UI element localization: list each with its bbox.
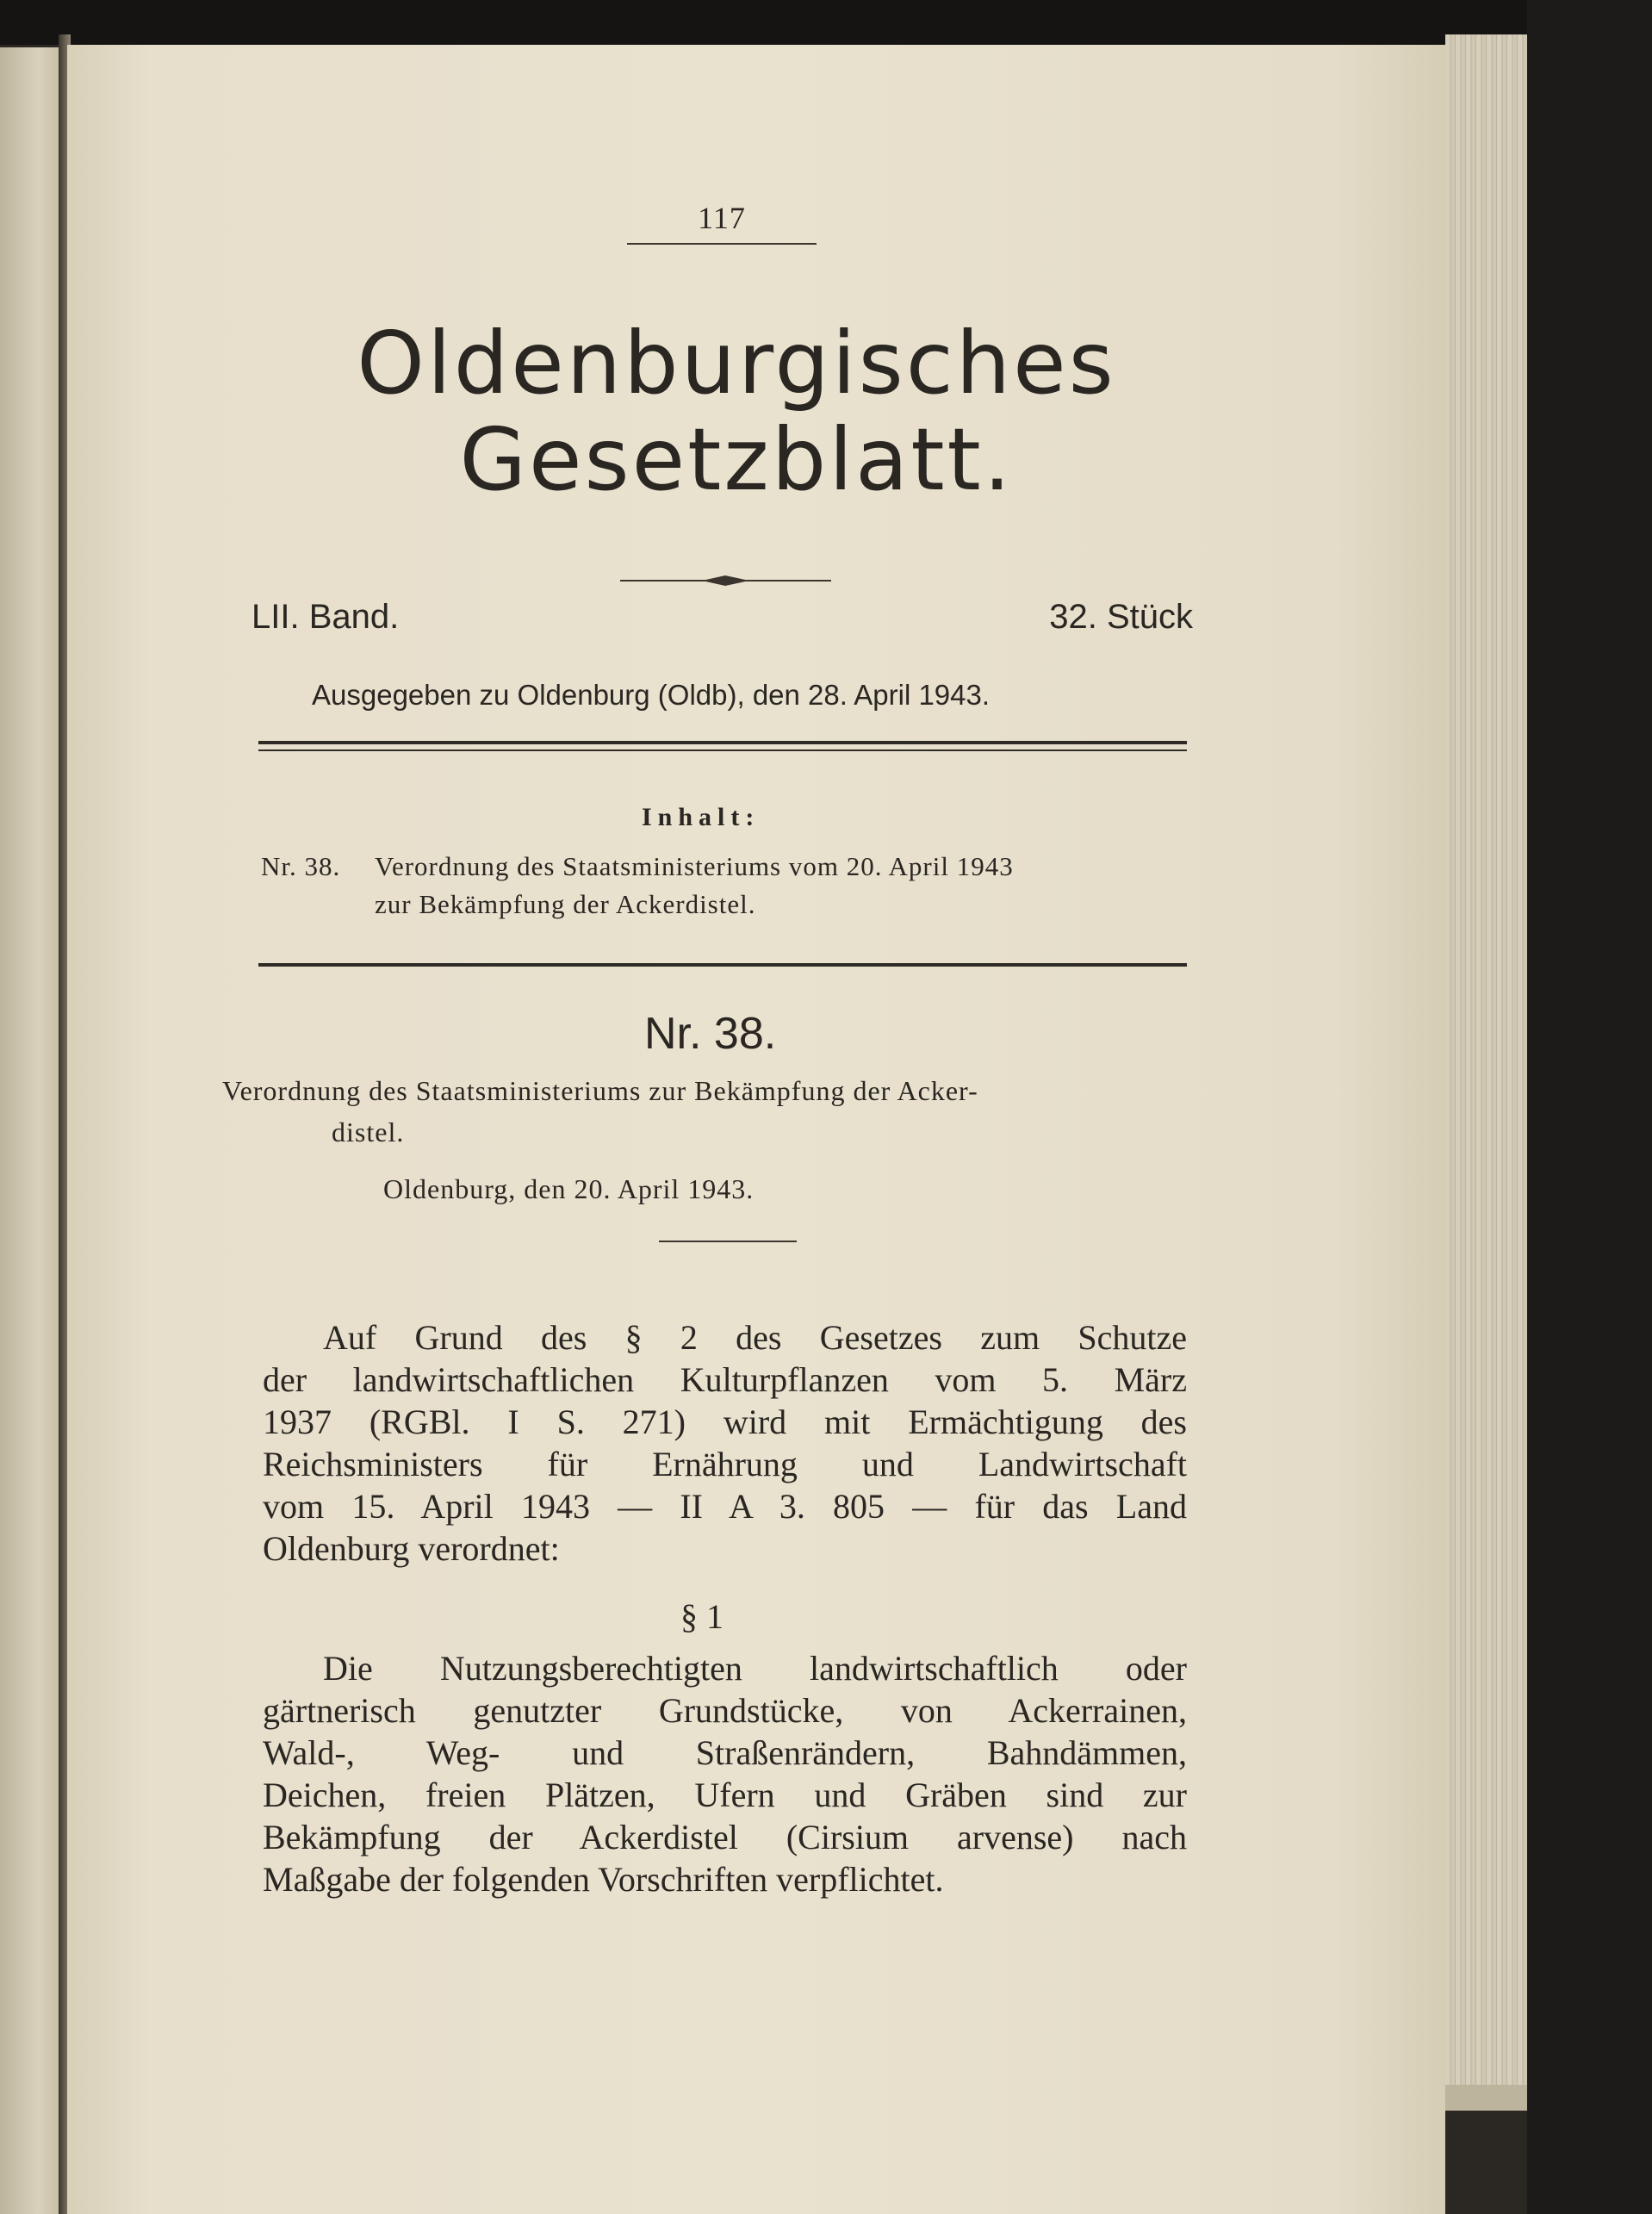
page-number-rule: [627, 243, 817, 245]
contents-entry-number: Nr. 38.: [261, 851, 341, 881]
header-rule-thin: [258, 749, 1187, 751]
section-1-line: Maßgabe der folgenden Vorschriften verpflichtet.: [263, 1860, 944, 1899]
ornament-divider: [620, 572, 831, 589]
section-1-line: Deichen, freien Plätzen, Ufern und Gräben sind zur: [263, 1776, 1187, 1814]
section-1-line: Wald-, Weg- und Straßenrändern, Bahndämmen,: [263, 1733, 1187, 1772]
header-rule-thick: [258, 741, 1187, 744]
section-1-paragraph: [263, 1647, 1187, 1906]
contents-entry-line1: Verordnung des Staatsministeriums vom 20. April 1943: [375, 851, 1014, 881]
preamble-line: 1937 (RGBl. I S. 271) wird mit Ermächtigung des: [263, 1402, 1187, 1441]
preamble-line: Reichsministers für Ernährung und Landwirtschaft: [263, 1445, 1187, 1483]
page-stack-edges: [1445, 34, 1527, 2111]
preamble-line: Oldenburg verordnet:: [263, 1529, 560, 1568]
preamble-line: der landwirtschaftlichen Kulturpflanzen vom 5. März: [263, 1360, 1187, 1399]
page-number: 117: [698, 201, 746, 235]
section-1-line: Bekämpfung der Ackerdistel (Cirsium arvense) nach: [263, 1818, 1187, 1856]
regulation-title-line1: Verordnung des Staatsministeriums zur Bekämpfung der Acker-: [222, 1075, 978, 1106]
preamble-paragraph: [263, 1316, 1187, 1575]
contents-heading: Inhalt:: [642, 803, 761, 831]
preamble-line: vom 15. April 1943 — II A 3. 805 — für das Land: [263, 1487, 1187, 1526]
section-1-line: gärtnerisch genutzter Grundstücke, von Ackerrainen,: [263, 1691, 1187, 1730]
preamble-line: Auf Grund des § 2 des Gesetzes zum Schutze: [323, 1318, 1187, 1357]
book-cover-right: [1527, 0, 1652, 2214]
gazette-title-line2: Gesetzblatt.: [459, 409, 1014, 510]
contents-rule: [258, 963, 1187, 967]
volume-label: LII. Band.: [252, 598, 400, 636]
regulation-date: Oldenburg, den 20. April 1943.: [383, 1173, 755, 1204]
left-page-edge: [0, 47, 65, 2214]
contents-entry-line2: zur Bekämpfung der Ackerdistel.: [375, 889, 756, 919]
book-cover-top: [0, 0, 1652, 45]
section-1-line: Die Nutzungsberechtigten landwirtschaftlich oder: [323, 1649, 1187, 1688]
issue-date-line: Ausgegeben zu Oldenburg (Oldb), den 28. April 1943.: [312, 679, 991, 711]
regulation-title-line2: distel.: [332, 1116, 405, 1147]
gazette-title-line1: Oldenburgisches: [357, 313, 1116, 414]
issue-label: 32. Stück: [1049, 598, 1193, 636]
regulation-rule: [659, 1241, 797, 1242]
section-1-heading: § 1: [680, 1597, 724, 1636]
regulation-number: Nr. 38.: [644, 1009, 777, 1059]
